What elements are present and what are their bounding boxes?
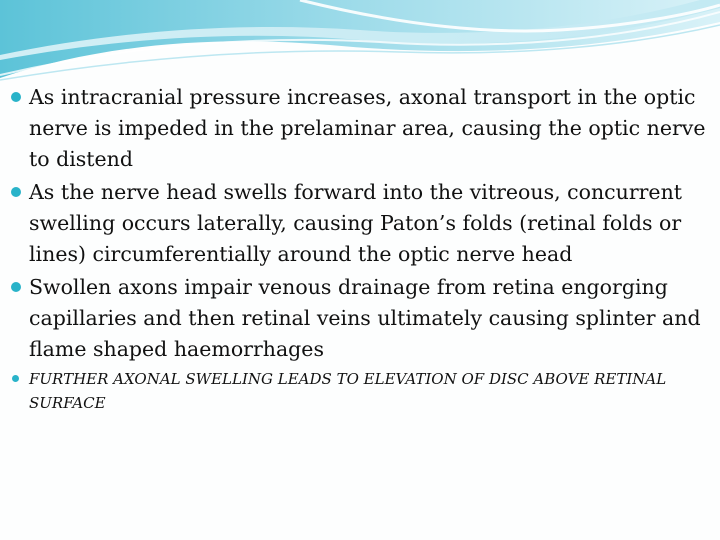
bullet-dot-icon — [11, 187, 21, 197]
bullet-text: As intracranial pressure increases, axonal transport in the optic nerve is impeded in the prelaminar area, causing the optic nerve to distend — [29, 85, 706, 171]
bullet-item-disc-elevation — [8, 367, 708, 415]
header-wave-decoration — [0, 0, 720, 90]
bullet-list — [8, 82, 708, 415]
bullet-item-axonal-transport — [8, 82, 708, 175]
slide-content — [8, 82, 708, 415]
bullet-item-venous-drainage — [8, 272, 708, 365]
bullet-text: Swollen axons impair venous drainage from retina engorging capillaries and then retinal veins ultimately causing splinter and flame shaped haemorrhages — [29, 275, 701, 361]
bullet-item-patons-folds — [8, 177, 708, 270]
bullet-dot-icon — [11, 92, 21, 102]
bullet-text: FURTHER AXONAL SWELLING LEADS TO ELEVATION OF DISC ABOVE RETINAL SURFACE — [29, 370, 667, 412]
bullet-text: As the nerve head swells forward into the vitreous, concurrent swelling occurs laterally, causing Paton’s folds (retinal folds or lines) circumferentially around the optic nerve head — [29, 180, 683, 266]
bullet-dot-icon — [12, 375, 19, 382]
bullet-dot-icon — [11, 282, 21, 292]
